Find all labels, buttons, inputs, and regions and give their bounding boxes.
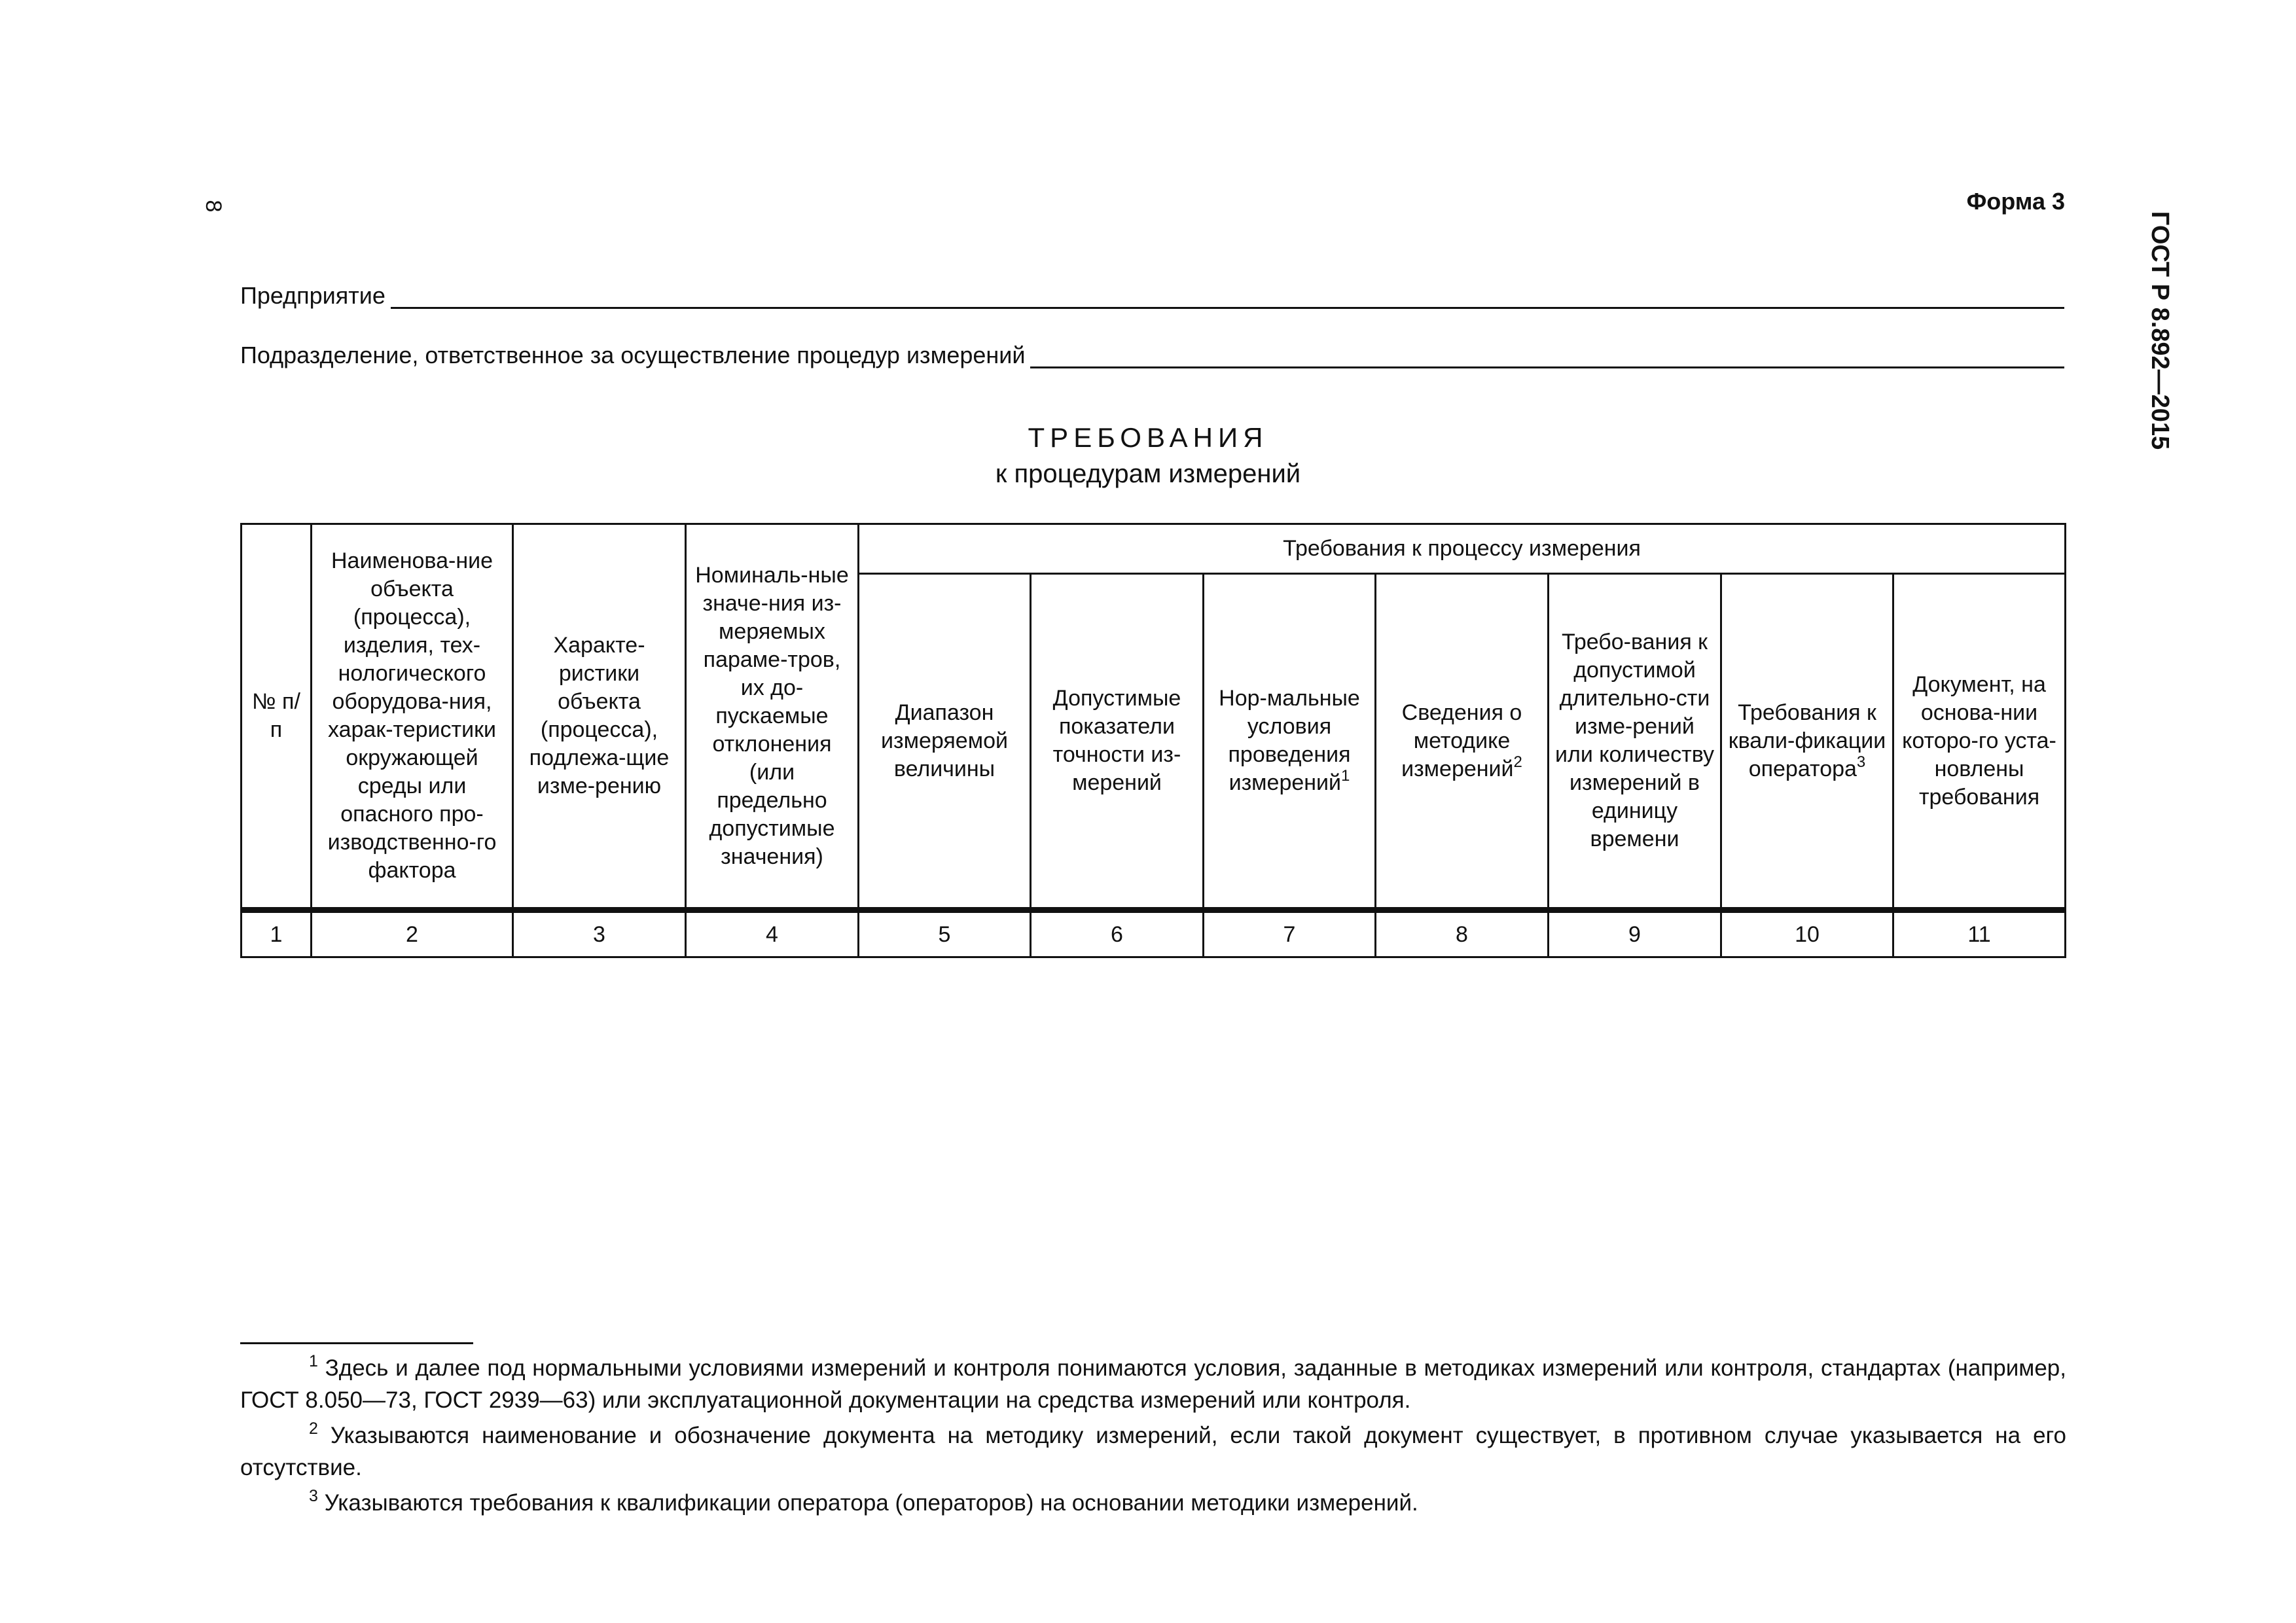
header-cell-method-info (1376, 574, 1549, 910)
column-number-cell: 7 (1204, 910, 1376, 957)
header-cell-duration: Требо-вания к допустимой длительно-сти изме-рений или количеству измерений в единицу времени (1549, 574, 1721, 910)
document-subheading: к процедурам измерений (995, 459, 1301, 488)
normal-conditions-text: Нор-мальные условия проведения измерений (1219, 686, 1360, 795)
enterprise-label: Предприятие (240, 282, 386, 309)
method-info-text: Сведения о методике измерений (1401, 700, 1522, 781)
column-number-cell: 10 (1721, 910, 1893, 957)
header-cell-basis-document: Документ, на основа-нии которо-го уста-новлены требования (1893, 574, 2066, 910)
footnote-ref-2: 2 (1513, 753, 1522, 771)
footnote-mark: 3 (309, 1487, 318, 1505)
department-field (240, 336, 2064, 368)
enterprise-line[interactable] (391, 283, 2064, 309)
enterprise-field (240, 276, 2064, 309)
footnote-ref-1: 1 (1341, 767, 1350, 785)
header-cell-process-requirements: Требования к процессу измерения (859, 524, 2066, 574)
header-cell-object-name: Наименова-ние объекта (процесса), изделия, тех-нологического оборудова-ния, харак-теристики окружающей среды или опасного про-изводственно-го фактора (312, 524, 513, 910)
form-label: Форма 3 (1966, 188, 2065, 215)
footnote-text: Указываются требования к квалификации оператора (операторов) на основании методики измерений. (317, 1490, 1418, 1516)
header-cell-operator-qualification (1721, 574, 1893, 910)
column-number-cell: 9 (1549, 910, 1721, 957)
document-heading: ТРЕБОВАНИЯ (1028, 422, 1268, 453)
header-cell-nominal-values: Номиналь-ные значе-ния из-меряемых параме-тров, их до-пускаемые отклонения (или предельно допустимые значения) (686, 524, 859, 910)
footnote-3 (240, 1487, 2066, 1519)
header-cell-characteristics: Характе-ристики объекта (процесса), подлежа-щие изме-рению (513, 524, 686, 910)
footnote-2 (240, 1419, 2066, 1484)
column-number-cell: 8 (1376, 910, 1549, 957)
header-cell-normal-conditions (1204, 574, 1376, 910)
column-number-cell: 11 (1893, 910, 2066, 957)
header-cell-range: Диапазон измеряемой величины (859, 574, 1031, 910)
column-number-cell: 6 (1031, 910, 1204, 957)
document-code: ГОСТ Р 8.892—2015 (2146, 211, 2174, 450)
column-number-cell: 4 (686, 910, 859, 957)
page-number: 8 (201, 200, 226, 213)
header-cell-accuracy: Допустимые показатели точности из-мерений (1031, 574, 1204, 910)
footnote-mark: 1 (309, 1352, 318, 1370)
footnotes (240, 1352, 2066, 1522)
footnote-text: Указываются наименование и обозначение документа на методику измерений, если такой документ существует, в противном случае указывается на его отсутствие. (240, 1423, 2066, 1480)
column-number-cell: 5 (859, 910, 1031, 957)
department-line[interactable] (1030, 343, 2064, 368)
requirements-table (240, 523, 2066, 958)
column-number-cell: 1 (242, 910, 312, 957)
department-label: Подразделение, ответственное за осуществление процедур измерений (240, 342, 1026, 368)
column-number-cell: 2 (312, 910, 513, 957)
footnote-1 (240, 1352, 2066, 1416)
operator-qualification-text: Требования к квали-фикации оператора (1728, 700, 1886, 781)
header-cell-number: № п/п (242, 524, 312, 910)
footnote-mark: 2 (309, 1419, 318, 1438)
footnote-separator (240, 1342, 473, 1344)
footnote-ref-3: 3 (1856, 753, 1866, 771)
footnote-text: Здесь и далее под нормальными условиями измерений и контроля понимаются условия, заданные в методиках измерений или контроля, стандартах (например, ГОСТ 8.050—73, ГОСТ 2939—63) или эксплуатационной документации на средства измерений или контроля. (240, 1355, 2066, 1413)
column-number-cell: 3 (513, 910, 686, 957)
